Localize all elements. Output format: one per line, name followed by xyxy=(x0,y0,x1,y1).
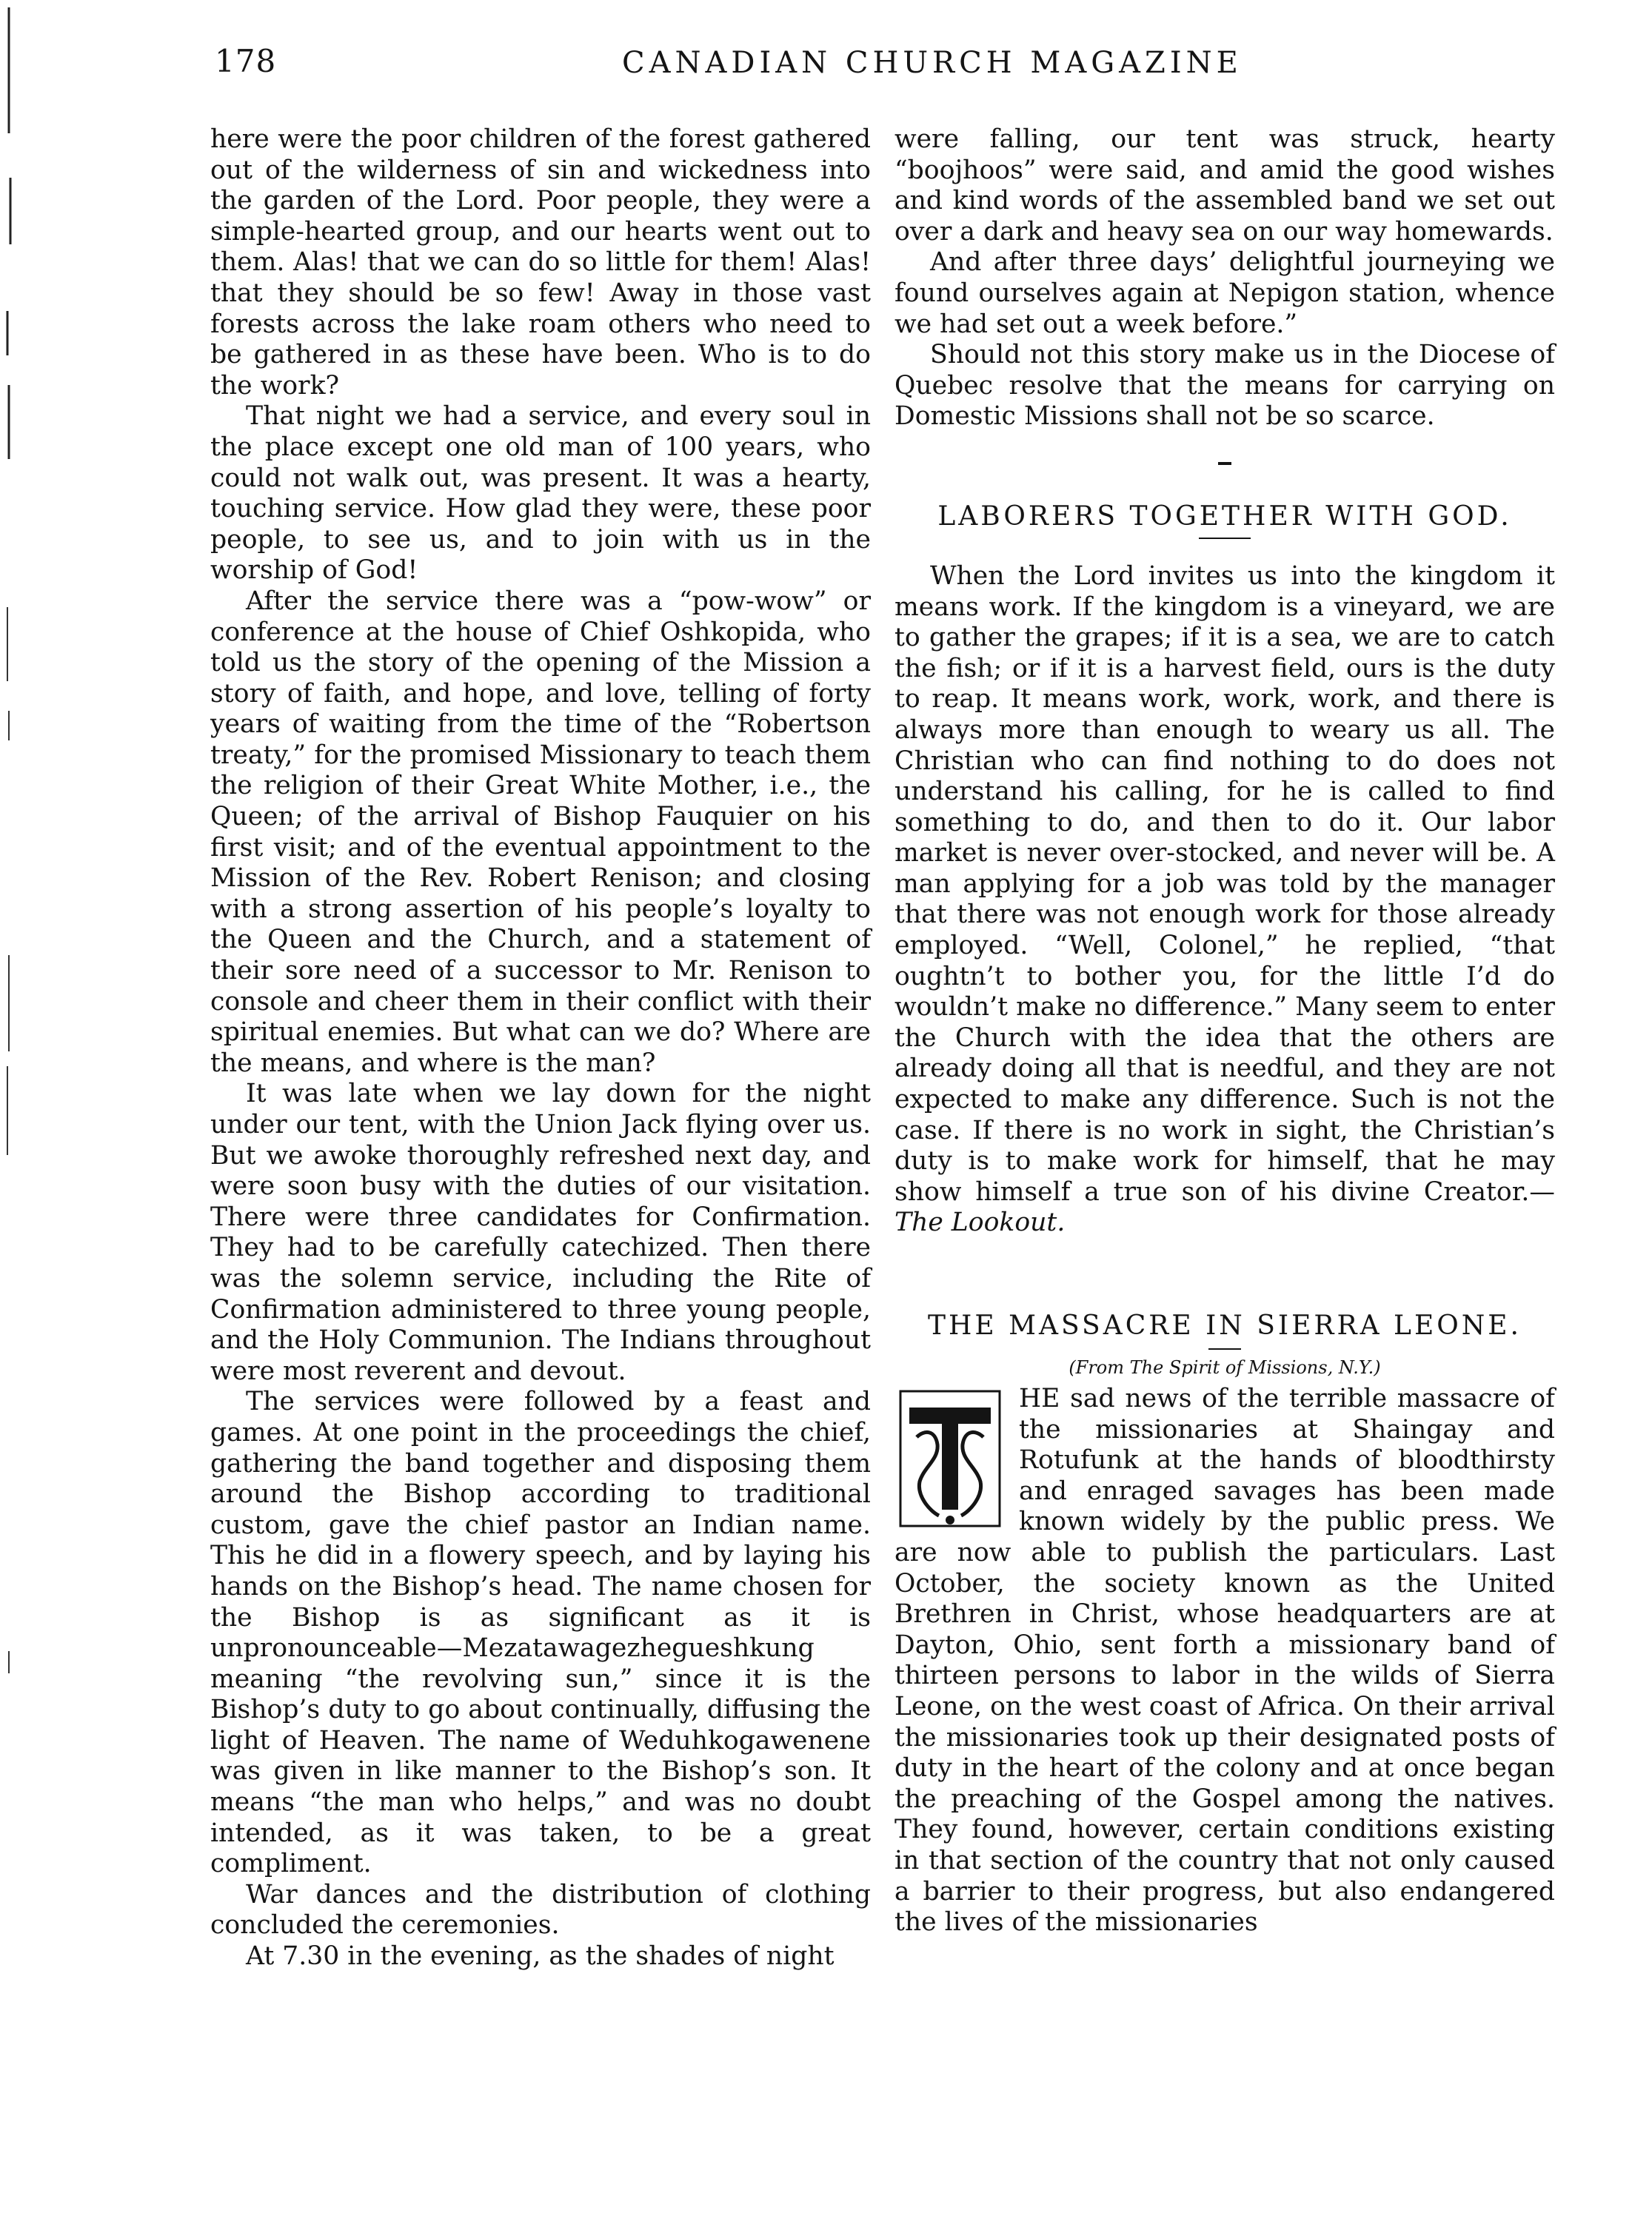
left-column xyxy=(210,124,871,1972)
massacre-paragraph xyxy=(894,1384,1555,1938)
left-paragraph-5: The services were followed by a feast and games. At one point in the proceedings the chief, gathering the band together and disposing them around the Bishop according to traditional custom, gave the chief pastor an Indian name. This he did in a flowery speech, and by laying his hands on the Bishop’s head. The name chosen for the Bishop is as significant as it is unpronounceable—Mezatawagezhegueshkung meaning “the revolving sun,” since it is the Bishop’s duty to go about continually, diffusing the light of Heaven. The name of Weduhkogawenene was given in like manner to the Bishop’s son. It means “the man who helps,” and was no doubt intended, as it was taken, to be a great compliment. xyxy=(210,1387,871,1879)
massacre-heading-rule xyxy=(1208,1348,1241,1350)
massacre-text: HE sad news of the terrible massacre of the missionaries at Shaingay and Rotufunk at the hands of bloodthirsty and enraged savages has been made known widely by the public press. We are now able to publish the particulars. Last October, the society known as the United Brethren in Christ, whose headquarters are at Dayton, Ohio, sent forth a missionary band of thirteen persons to labor in the wilds of Sierra Leone, on the west coast of Africa. On their arrival the missionaries took up their designated posts of duty in the heart of the colony and at once began the preaching of the Gospel among the natives. They found, however, certain conditions existing in that section of the country that not only caused a barrier to their progress, but also endangered the lives of the missionaries xyxy=(894,1384,1555,1938)
margin-marks-svg xyxy=(0,0,44,2216)
left-paragraph-7: At 7.30 in the evening, as the shades of night xyxy=(246,1941,835,1972)
page-number: 178 xyxy=(215,43,277,79)
right-paragraph-2: And after three days’ delightful journeying we found ourselves again at Nepigon station, whence we had set out a week before.” xyxy=(894,247,1555,339)
laborers-text: When the Lord invites us into the kingdom it means work. If the kingdom is a vineyard, we are to gather the grapes; if it is a sea, we are to catch the fish; or if it is a harvest field, ours is the duty to reap. It means work, work, work, and there is always more than enough to weary us all. The Christian who can find nothing to do does not understand his calling, for he is called to find something to do, and then to do it. Our labor market is never over-stocked, and never will be. A man applying for a job was told by the manager that there was not enough work for those already employed. “Well, Colonel,” he replied, “that oughtn’t to bother you, for the little I’d do wouldn’t make no difference.” Many seem to enter the Church with the idea that the others are already doing all that is needful, and they are not expected to make any difference. Such is not the case. If there is no work in sight, the Christian’s duty is to make work for himself, that he may show himself a true son of his divine Creator.— xyxy=(894,560,1555,1207)
section-separator xyxy=(1218,462,1231,465)
left-paragraph-1: here were the poor children of the forest gathered out of the wilderness of sin and wickedness into the garden of the Lord. Poor people, they were a simple-hearted group, and our hearts went out to them. Alas! that we can do so little for them! Alas! that they should be so few! Away in those vast forests across the lake roam others who need to be gathered in as these have been. Who is to do the work? xyxy=(210,124,871,401)
laborers-source: The Lookout. xyxy=(894,1208,1066,1238)
right-paragraph-3: Should not this story make us in the Diocese of Quebec resolve that the means for carrying on Domestic Missions shall not be so scarce. xyxy=(894,340,1555,432)
left-paragraph-2: That night we had a service, and every soul in the place except one old man of 100 years, who could not walk out, was present. It was a hearty, touching service. How glad they were, these poor people, to see us, and to join with us in the worship of God! xyxy=(210,401,871,586)
running-head: CANADIAN CHURCH MAGAZINE xyxy=(622,46,1243,80)
ornamental-dropcap-t xyxy=(894,1385,1006,1532)
laborers-paragraph xyxy=(894,561,1555,1239)
left-paragraph-3: After the service there was a “pow-wow” or conference at the house of Chief Oshkopida, who told us the story of the opening of the Mission a story of faith, and hope, and love, telling of forty years of waiting from the time of the “Robertson treaty,” for the promised Missionary to teach them the religion of their Great White Mother, i.e., the Queen; of the arrival of Bishop Fauquier on his first visit; and of the eventual appointment to the Mission of the Rev. Robert Renison; and closing with a strong assertion of his people’s loyalty to the Queen and the Church, and a statement of their sore need of a successor to Mr. Renison to console and cheer them in their conflict with their spiritual enemies. But what can we do? Where are the means, and where is the man? xyxy=(210,586,871,1078)
laborers-heading: LABORERS TOGETHER WITH GOD. xyxy=(937,501,1512,532)
right-column xyxy=(894,124,1555,1938)
scan-margin-marks xyxy=(0,0,44,2216)
massacre-heading: THE MASSACRE IN SIERRA LEONE. xyxy=(928,1311,1522,1341)
massacre-source-line: (From The Spirit of Missions, N.Y.) xyxy=(1069,1357,1381,1378)
laborers-heading-rule xyxy=(1199,538,1251,539)
left-paragraph-4: It was late when we lay down for the night under our tent, with the Union Jack flying over us. But we awoke thoroughly refreshed next day, and were soon busy with the duties of our visitation. There were three candidates for Confirmation. They had to be carefully catechized. Then there was the solemn service, including the Rite of Confirmation administered to three young people, and the Holy Communion. The Indians throughout were most reverent and devout. xyxy=(210,1079,871,1386)
left-paragraph-6: War dances and the distribution of clothing concluded the ceremonies. xyxy=(210,1879,871,1941)
right-paragraph-1: were falling, our tent was struck, hearty “boojhoos” were said, and amid the good wishes and kind words of the assembled band we set out over a dark and heavy sea on our way homewards. xyxy=(894,124,1555,247)
